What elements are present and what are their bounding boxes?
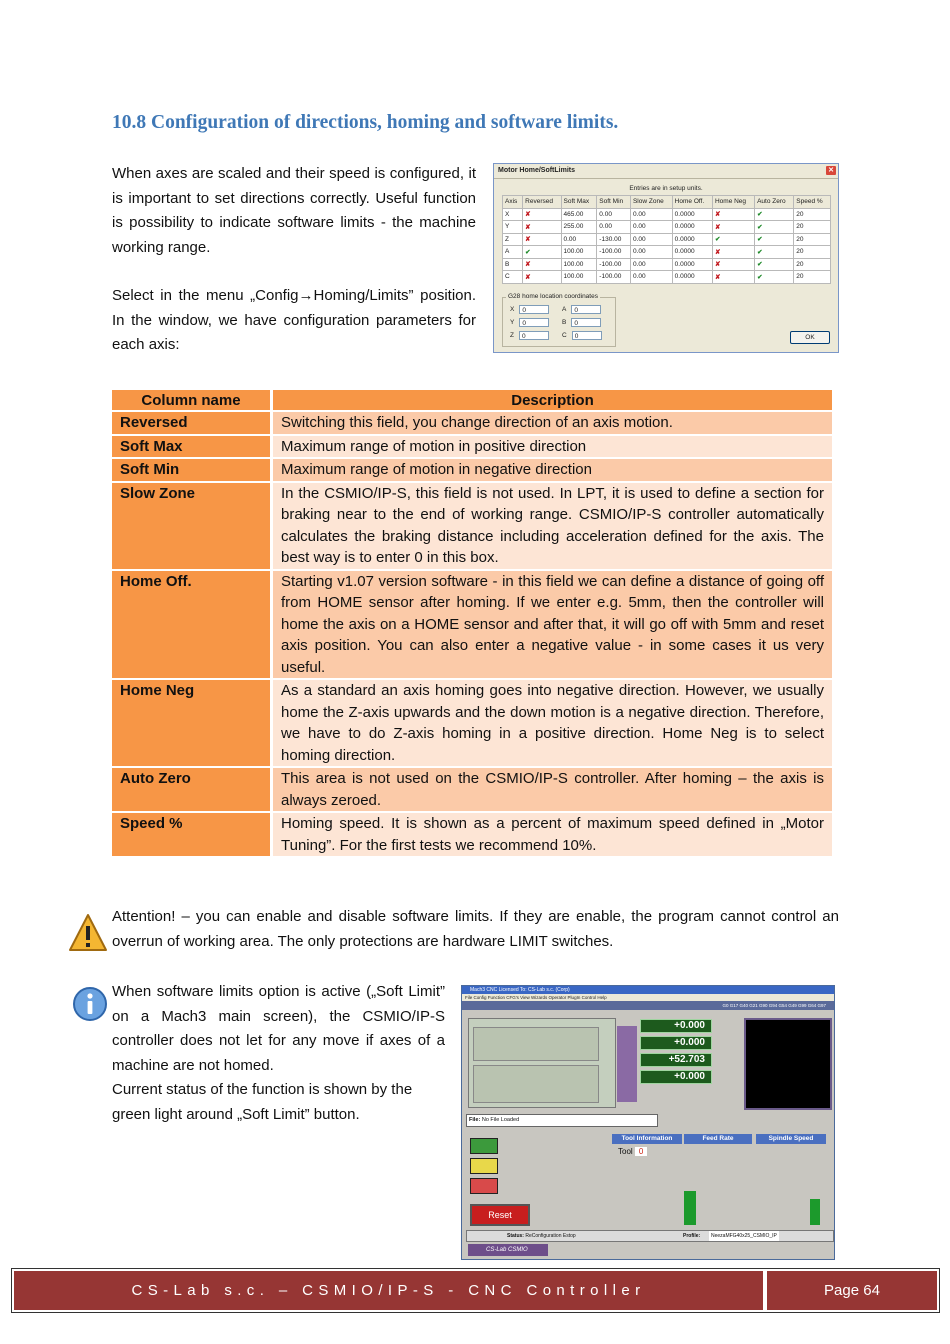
column-name-cell: Auto Zero [112, 768, 270, 811]
table-row [112, 768, 832, 811]
info-text [112, 980, 445, 1127]
spindle-bar [810, 1199, 820, 1225]
axis-neg-checkbox[interactable]: ✘ [712, 271, 754, 284]
dialog-col-header: Speed % [794, 196, 831, 209]
table-row [112, 412, 832, 434]
warning-icon [68, 912, 108, 954]
toolpath-preview [468, 1018, 616, 1108]
axis-neg-checkbox[interactable]: ✘ [712, 221, 754, 234]
axis-reversed-checkbox[interactable]: ✘ [523, 221, 561, 234]
axis-speed-cell[interactable]: 20 [794, 258, 831, 271]
axis-neg-checkbox[interactable]: ✔ [712, 233, 754, 246]
axis-axis-cell: X [503, 208, 523, 221]
axis-row [503, 233, 831, 246]
axis-zero-checkbox[interactable]: ✔ [755, 208, 794, 221]
axis-speed-cell[interactable]: 20 [794, 208, 831, 221]
axis-neg-checkbox[interactable]: ✘ [712, 246, 754, 259]
dialog-col-header: Soft Max [561, 196, 597, 209]
description-cell: Homing speed. It is shown as a percent of maximum speed defined in „Motor Tuning”. For the first tests we recommend 10%. [273, 813, 832, 856]
info-icon [72, 986, 108, 1022]
menu-path-start: Select in the menu „Config [112, 287, 299, 304]
column-name-cell: Slow Zone [112, 483, 270, 569]
axis-max-cell[interactable]: 100.00 [561, 246, 597, 259]
axis-max-cell[interactable]: 465.00 [561, 208, 597, 221]
axis-row [503, 271, 831, 284]
header-description: Description [273, 390, 832, 410]
cs-lab-logo: CS-Lab CSMIO [468, 1244, 548, 1256]
description-cell: This area is not used on the CSMIO/IP-S controller. After homing – the axis is always zeroed. [273, 768, 832, 811]
axis-row [503, 208, 831, 221]
motor-home-dialog [493, 163, 839, 353]
axis-min-cell[interactable]: -100.00 [597, 258, 631, 271]
axis-slow-cell[interactable]: 0.00 [630, 246, 672, 259]
tool-info-header: Tool Information [612, 1134, 682, 1144]
axis-axis-cell: Z [503, 233, 523, 246]
mach3-tabs [462, 1001, 834, 1010]
axis-max-cell[interactable]: 100.00 [561, 258, 597, 271]
g28-y[interactable]: Y 0 [510, 318, 549, 327]
spindle-speed-header: Spindle Speed [756, 1134, 826, 1144]
axis-min-cell[interactable]: 0.00 [597, 221, 631, 234]
page-footer [11, 1268, 940, 1313]
axis-table [502, 195, 831, 284]
axis-slow-cell[interactable]: 0.00 [630, 208, 672, 221]
dialog-title: Motor Home/SoftLimits [498, 167, 575, 174]
column-name-cell: Home Neg [112, 680, 270, 766]
axis-min-cell[interactable]: 0.00 [597, 208, 631, 221]
description-cell: Switching this field, you change direction of an axis motion. [273, 412, 832, 434]
axis-axis-cell: C [503, 271, 523, 284]
description-cell: Maximum range of motion in negative direction [273, 459, 832, 481]
info-paragraph-2: Current status of the function is shown by the green light around „Soft Limit” button. [112, 1081, 413, 1123]
column-name-cell: Soft Max [112, 436, 270, 458]
description-cell: In the CSMIO/IP-S, this field is not used. In LPT, it is used to define a section for braking near to the end of working range. CSMIO/IP-S controller automatically calculates the braking distance including acceleration defined for the axis. The best way is to enter 0 in this box. [273, 483, 832, 569]
footer-title: CS-Lab s.c. – CSMIO/IP-S - CNC Controller [14, 1271, 763, 1310]
dialog-col-header: Soft Min [597, 196, 631, 209]
g28-x[interactable]: X 0 [510, 305, 549, 314]
mach3-screenshot [461, 985, 835, 1260]
axis-speed-cell[interactable]: 20 [794, 246, 831, 259]
axis-reversed-checkbox[interactable]: ✔ [523, 246, 561, 259]
axis-reversed-checkbox[interactable]: ✘ [523, 233, 561, 246]
axis-slow-cell[interactable]: 0.00 [630, 221, 672, 234]
axis-zero-checkbox[interactable]: ✔ [755, 271, 794, 284]
dialog-titlebar [494, 164, 838, 179]
axis-axis-cell: B [503, 258, 523, 271]
cycle-start-button[interactable] [470, 1138, 498, 1154]
axis-speed-cell[interactable]: 20 [794, 221, 831, 234]
axis-zero-checkbox[interactable]: ✔ [755, 246, 794, 259]
description-cell: Starting v1.07 version software - in this field we can define a distance of going off from HOME sensor after homing. If we enter e.g. 5mm, then the controller will home the axis on a HOME sensor and after that, it will go off with 5mm and reset axis position. You can also enter a negative value - in some cases it us very useful. [273, 571, 832, 679]
axis-row [503, 258, 831, 271]
column-name-cell: Reversed [112, 412, 270, 434]
axis-zero-checkbox[interactable]: ✔ [755, 233, 794, 246]
dialog-col-header: Axis [503, 196, 523, 209]
arrow-right-icon: → [298, 287, 314, 304]
axis-neg-checkbox[interactable]: ✘ [712, 258, 754, 271]
menu-path-end: Homing/Limits” position. In the window, we have configuration parameters for each axis: [112, 287, 477, 353]
axis-zero-checkbox[interactable]: ✔ [755, 221, 794, 234]
info-paragraph-1: When software limits option is active („Soft Limit” on a Mach3 main screen), the CSMIO/IP-S controller does not let for any move if axes of a machine are not homed. [112, 983, 445, 1074]
mach3-menu: File Config Function CFG's View Wizards Operator PlugIn Control Help [462, 994, 834, 1001]
axis-row [503, 246, 831, 259]
column-description-table [109, 388, 835, 858]
axis-axis-cell: A [503, 246, 523, 259]
feed-bar [684, 1191, 696, 1225]
axis-off-cell[interactable]: 0.0000 [672, 208, 712, 221]
intro-text [112, 162, 476, 358]
dialog-note: Entries are in setup units. [629, 185, 703, 192]
mach3-titlebar: Mach3 CNC Licensed To: CS-Lab s.c. (Corp) [462, 986, 834, 994]
table-row [112, 436, 832, 458]
axis-axis-cell: Y [503, 221, 523, 234]
column-name-cell: Soft Min [112, 459, 270, 481]
attention-note: Attention! – you can enable and disable software limits. If they are enable, the program cannot control an overrun of working area. The only protections are hardware LIMIT switches. [112, 908, 839, 950]
axis-off-cell[interactable]: 0.0000 [672, 221, 712, 234]
table-row [112, 571, 832, 679]
table-row [112, 459, 832, 481]
g28-title: G28 home location coordinates [508, 293, 598, 300]
status-bar: Status: ReConfiguration Estop Profile: NeezaMFG40x25_CSMIO_IP [466, 1230, 834, 1242]
feed-hold-button[interactable] [470, 1158, 498, 1174]
axis-max-cell[interactable]: 0.00 [561, 233, 597, 246]
dialog-col-header: Auto Zero [755, 196, 794, 209]
axis-max-cell[interactable]: 255.00 [561, 221, 597, 234]
axis-off-cell[interactable]: 0.0000 [672, 233, 712, 246]
stop-button[interactable] [470, 1178, 498, 1194]
dialog-col-header: Home Neg [712, 196, 754, 209]
tool-label: Tool 0 [618, 1147, 647, 1156]
g28-a[interactable]: A 0 [562, 305, 601, 314]
axis-neg-checkbox[interactable]: ✘ [712, 208, 754, 221]
axis-off-cell[interactable]: 0.0000 [672, 258, 712, 271]
feed-rate-header: Feed Rate [684, 1134, 752, 1144]
table-row [112, 813, 832, 856]
axis-reversed-checkbox[interactable]: ✘ [523, 208, 561, 221]
g28-c[interactable]: C 0 [562, 331, 602, 340]
axis-min-cell[interactable]: -100.00 [597, 271, 631, 284]
dialog-col-header: Slow Zone [630, 196, 672, 209]
description-cell: As a standard an axis homing goes into negative direction. However, we usually home the Z-axis upwards and the down motion is a negative direction. Therefore, we have to do Z-axis homing in a positive direction. Home Neg is to select homing direction. [273, 680, 832, 766]
axis-off-cell[interactable]: 0.0000 [672, 271, 712, 284]
g28-z[interactable]: Z 0 [510, 331, 549, 340]
axis-min-cell[interactable]: -130.00 [597, 233, 631, 246]
table-row [112, 680, 832, 766]
file-field: File: No File Loaded [466, 1114, 658, 1127]
table-row [112, 483, 832, 569]
header-column-name: Column name [112, 390, 270, 410]
axis-reversed-checkbox[interactable]: ✘ [523, 258, 561, 271]
axis-labels [617, 1026, 637, 1102]
intro-paragraph-2 [112, 284, 476, 358]
intro-paragraph-1: When axes are scaled and their speed is configured, it is important to set directions correctly. Useful function is possibility to indicate software limits - the machine working range. [112, 165, 476, 256]
axis-reversed-checkbox[interactable]: ✘ [523, 271, 561, 284]
tool-display [744, 1018, 832, 1110]
close-icon[interactable]: ✕ [826, 166, 836, 175]
column-name-cell: Speed % [112, 813, 270, 856]
axis-zero-checkbox[interactable]: ✔ [755, 258, 794, 271]
axis-speed-cell[interactable]: 20 [794, 271, 831, 284]
dro-a: +0.000 [640, 1070, 712, 1084]
axis-speed-cell[interactable]: 20 [794, 233, 831, 246]
ok-button[interactable]: OK [790, 331, 830, 344]
description-cell: Maximum range of motion in positive direction [273, 436, 832, 458]
axis-min-cell[interactable]: -100.00 [597, 246, 631, 259]
section-heading: 10.8 Configuration of directions, homing and software limits. [112, 112, 619, 133]
page-number: Page 64 [767, 1271, 937, 1310]
g28-b[interactable]: B 0 [562, 318, 601, 327]
dro-z: +52.703 [640, 1053, 712, 1067]
dro-x: +0.000 [640, 1019, 712, 1033]
dro-y: +0.000 [640, 1036, 712, 1050]
axis-slow-cell[interactable]: 0.00 [630, 258, 672, 271]
reset-button[interactable]: Reset [470, 1204, 530, 1226]
axis-slow-cell[interactable]: 0.00 [630, 271, 672, 284]
column-name-cell: Home Off. [112, 571, 270, 679]
dialog-col-header: Reversed [523, 196, 561, 209]
axis-off-cell[interactable]: 0.0000 [672, 246, 712, 259]
axis-max-cell[interactable]: 100.00 [561, 271, 597, 284]
mach3-gcodes: G0 G17 G40 G21 G90 G94 G54 G49 G99 G64 G97 [722, 1003, 826, 1008]
dialog-col-header: Home Off. [672, 196, 712, 209]
axis-slow-cell[interactable]: 0.00 [630, 233, 672, 246]
axis-row [503, 221, 831, 234]
